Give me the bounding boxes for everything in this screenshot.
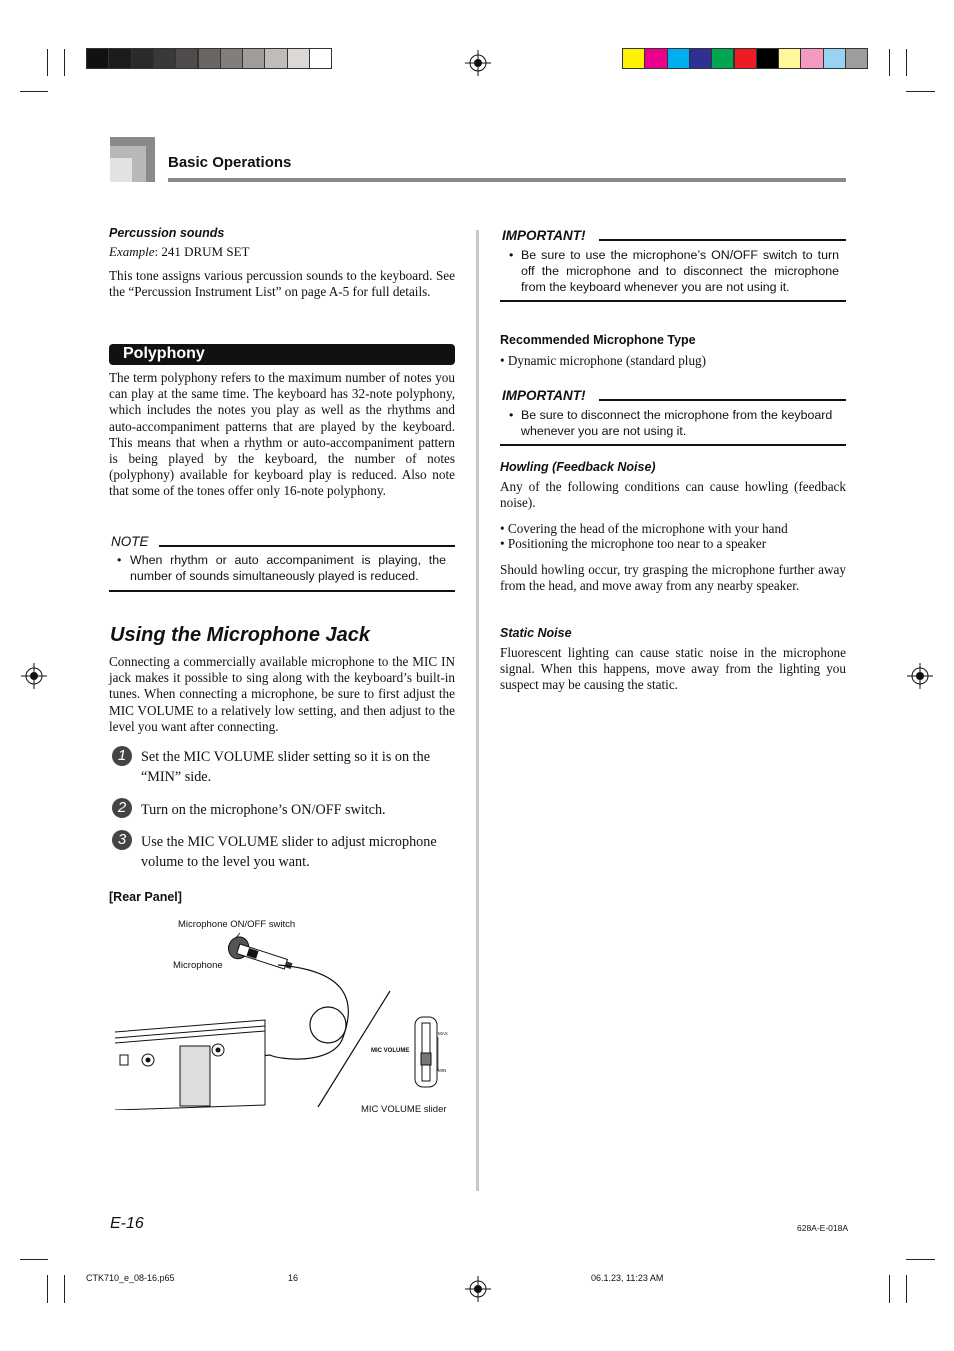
- percussion-title: Percussion sounds: [109, 226, 225, 240]
- important-1-bullet: •: [509, 248, 514, 262]
- polyphony-text: The term polyphony refers to the maximum number of notes you can play at the same time. The keyboard has 32-note polyphony, which includes the notes you play as well as the rhythms and auto-accompaniment patterns that are played by the keyboard. This means that when a rhythm or auto-accompaniment pattern is being played by the keyboard, the number of notes (polyphony) available for keyboard play is reduced. Also note that some of the tones offer only 16-note polyphony.: [109, 370, 455, 499]
- max-text: MAX: [438, 1031, 448, 1036]
- important-1-label: IMPORTANT!: [502, 228, 586, 243]
- color-swatch: [175, 48, 198, 69]
- howling-text: Any of the following conditions can cause howling (feedback noise).: [500, 479, 846, 511]
- example-value: : 241 DRUM SET: [154, 244, 250, 259]
- note-bullet: •: [117, 553, 122, 567]
- file-page: 16: [288, 1273, 299, 1283]
- crop-mark: [889, 1275, 890, 1303]
- header-tab-decoration: [110, 158, 132, 182]
- mic-label: Microphone: [173, 960, 223, 971]
- crop-mark: [906, 49, 907, 76]
- color-swatch: [622, 48, 645, 69]
- color-swatch: [264, 48, 287, 69]
- crop-mark: [889, 49, 890, 76]
- color-swatch: [711, 48, 734, 69]
- file-date: 06.1.23, 11:23 AM: [591, 1273, 664, 1283]
- rec-title: Recommended Microphone Type: [500, 333, 696, 347]
- section-title: Basic Operations: [168, 154, 292, 171]
- step-3-number: 3: [112, 830, 132, 850]
- document-code: 628A-E-018A: [797, 1223, 849, 1233]
- color-swatch: [778, 48, 801, 69]
- color-swatch: [644, 48, 667, 69]
- howling-text-2: Should howling occur, try grasping the microphone further away from the head, and move away from any nearby speaker.: [500, 562, 846, 594]
- min-text: MIN: [438, 1068, 447, 1073]
- color-swatch: [287, 48, 310, 69]
- crop-mark: [906, 1259, 935, 1260]
- rear-panel-illustration: [110, 925, 455, 1110]
- color-swatch: [309, 48, 332, 69]
- rear-panel-label: [Rear Panel]: [109, 890, 182, 904]
- file-name: CTK710_e_08-16.p65: [86, 1273, 175, 1283]
- color-swatch: [845, 48, 868, 69]
- page-number: E-16: [110, 1215, 144, 1232]
- important-2-bullet: •: [509, 408, 514, 422]
- color-swatch: [220, 48, 243, 69]
- important-2-text: Be sure to disconnect the microphone from the keyboard whenever you are not using it.: [521, 408, 833, 438]
- crop-mark: [20, 91, 48, 92]
- crop-mark: [47, 49, 48, 76]
- color-swatch: [734, 48, 757, 69]
- color-swatch: [667, 48, 690, 69]
- registration-mark-icon: [907, 663, 933, 689]
- note-text: When rhythm or auto accompaniment is playing, the number of sounds simultaneously played is reduced.: [130, 553, 446, 583]
- example-line: [109, 244, 249, 260]
- static-title: Static Noise: [500, 626, 572, 640]
- mic-volume-text: MIC VOLUME: [371, 1048, 410, 1054]
- color-swatch: [242, 48, 265, 69]
- color-swatch: [823, 48, 846, 69]
- color-swatch: [198, 48, 221, 69]
- important-2-label: IMPORTANT!: [502, 388, 586, 403]
- color-swatch: [756, 48, 779, 69]
- crop-mark: [20, 1259, 48, 1260]
- crop-mark: [64, 1275, 65, 1303]
- color-swatch: [86, 48, 109, 69]
- important-1-text: Be sure to use the microphone’s ON/OFF switch to turn off the microphone and to disconnect the microphone from the keyboard whenever you are not using it.: [521, 248, 839, 294]
- registration-mark-icon: [465, 1276, 491, 1302]
- color-swatch: [108, 48, 131, 69]
- rec-item: • Dynamic microphone (standard plug): [500, 353, 707, 368]
- step-2-number: 2: [112, 798, 132, 818]
- note-rule: [159, 545, 455, 547]
- important-1-bottom-rule: [500, 300, 846, 302]
- important-2-rule: [599, 399, 846, 401]
- note-label: NOTE: [111, 534, 149, 549]
- polyphony-heading: Polyphony: [123, 345, 205, 362]
- header-rule: [168, 178, 846, 182]
- color-swatch: [153, 48, 176, 69]
- crop-mark: [906, 91, 935, 92]
- mic-heading: Using the Microphone Jack: [110, 624, 371, 646]
- polyphony-heading-bar: [109, 344, 455, 365]
- howling-bullet-2: • Positioning the microphone too near to a speaker: [500, 536, 767, 551]
- crop-mark: [64, 49, 65, 76]
- step-2-text: Turn on the microphone’s ON/OFF switch.: [141, 802, 386, 818]
- column-divider: [476, 230, 479, 1191]
- crop-mark: [906, 1275, 907, 1303]
- important-1-rule: [599, 239, 846, 241]
- color-swatch: [131, 48, 154, 69]
- howling-bullet-1: • Covering the head of the microphone with your hand: [500, 521, 788, 536]
- crop-mark: [47, 1275, 48, 1303]
- important-2-bottom-rule: [500, 444, 846, 446]
- registration-mark-icon: [21, 663, 47, 689]
- example-label: Example: [109, 244, 155, 259]
- registration-mark-icon: [465, 50, 491, 76]
- switch-label: Microphone ON/OFF switch: [178, 919, 296, 930]
- note-bottom-rule: [109, 590, 455, 592]
- static-text: Fluorescent lighting can cause static noise in the microphone signal. When this happens, move away from the lighting you suspect may be causing the static.: [500, 645, 846, 693]
- percussion-text: This tone assigns various percussion sounds to the keyboard. See the “Percussion Instrument List” on page A-5 for full details.: [109, 268, 455, 300]
- color-swatch: [800, 48, 823, 69]
- step-1-number: 1: [112, 746, 132, 766]
- step-3-text: Use the MIC VOLUME slider to adjust microphone volume to the level you want.: [141, 834, 437, 870]
- slider-label: MIC VOLUME slider: [361, 1104, 447, 1115]
- step-1-text: Set the MIC VOLUME slider setting so it is on the “MIN” side.: [141, 749, 430, 785]
- color-swatch: [689, 48, 712, 69]
- howling-title: Howling (Feedback Noise): [500, 460, 656, 474]
- mic-text: Connecting a commercially available microphone to the MIC IN jack makes it possible to sing along with the keyboard’s built-in tunes. When connecting a microphone, be sure to first adjust the MIC VOLUME to a relatively low setting, and then adjust to the level you want after connecting.: [109, 654, 455, 734]
